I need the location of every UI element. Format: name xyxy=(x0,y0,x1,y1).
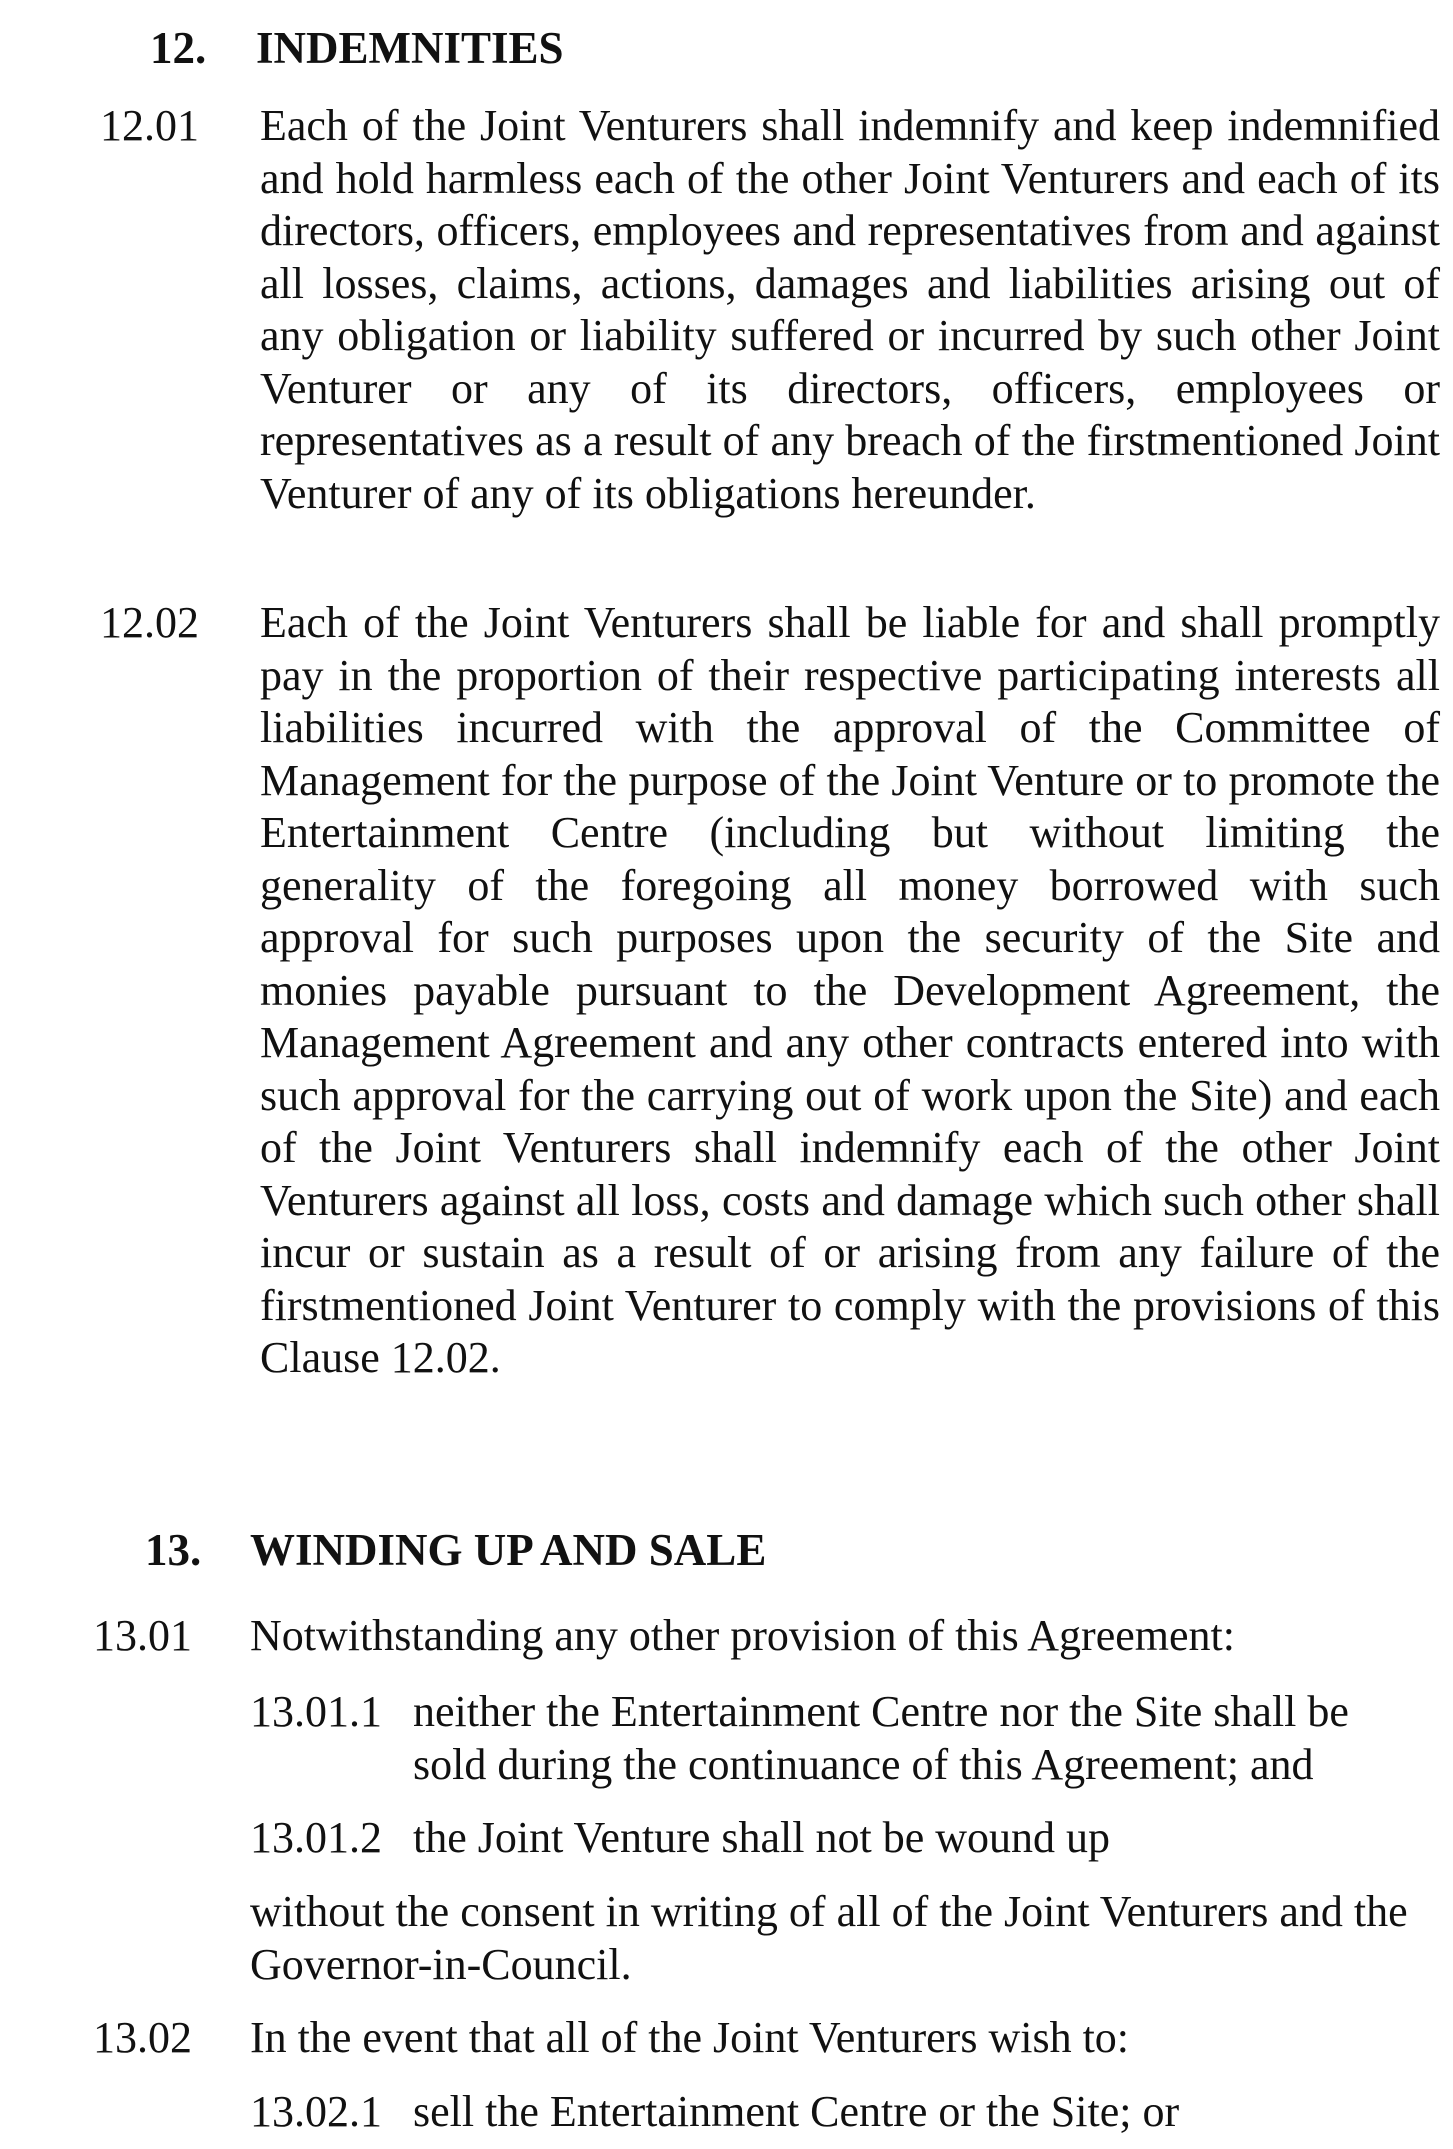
clause-text: Notwithstanding any other provision of this Agreement: xyxy=(250,1611,1235,1660)
clause-number: 13.02 xyxy=(93,2013,192,2062)
clause-13-01 xyxy=(93,1610,1443,1666)
clause-number: 12.02 xyxy=(100,598,199,647)
section-number: 13. xyxy=(145,1525,202,1575)
subclause-13-01-2 xyxy=(250,1812,1440,1868)
clause-number: 13.01 xyxy=(93,1611,192,1660)
section-title: INDEMNITIES xyxy=(256,23,564,73)
subclause-number: 13.01.2 xyxy=(250,1813,382,1862)
clause-12-02 xyxy=(100,597,1440,1477)
subclause-text: neither the Entertainment Centre nor the Site shall be sold during the continuance of this Agreement; and xyxy=(413,1687,1349,1789)
section-title: WINDING UP AND SALE xyxy=(250,1525,767,1575)
clause-text: Each of the Joint Venturers shall be liable for and shall promptly pay in the proportion of their respective participating interests all liabilities incurred with the approval of the Committee of Management for the purpose of the Joint Venture or to promote the Entertainment Centre (including but without limiting the generality of the foregoing all money borrowed with such approval for such purposes upon the security of the Site and monies payable pursuant to the Development Agreement, the Management Agreement and any other contracts entered into with such approval for the carrying out of work upon the Site) and each of the Joint Venturers shall indemnify each of the other Joint Venturers against all loss, costs and damage which such other shall incur or sustain as a result of or arising from any failure of the firstmentioned Joint Venturer to comply with the provisions of this Clause 12.02. xyxy=(260,598,1440,1382)
clause-13-02 xyxy=(93,2012,1443,2068)
section-number: 12. xyxy=(150,23,207,73)
subclause-13-02-1 xyxy=(250,2086,1440,2142)
clause-text: In the event that all of the Joint Venturers wish to: xyxy=(250,2013,1130,2062)
section-12-heading xyxy=(150,22,1400,74)
section-13-heading xyxy=(145,1524,1395,1576)
clause-number: 12.01 xyxy=(100,101,199,150)
subclause-number: 13.01.1 xyxy=(250,1687,382,1736)
subclause-number: 13.02.1 xyxy=(250,2087,382,2136)
subclause-13-01-1 xyxy=(250,1686,1440,1796)
subclause-text: the Joint Venture shall not be wound up xyxy=(413,1813,1110,1862)
clause-text: Each of the Joint Venturers shall indemnify and keep indemnified and hold harmless each of the other Joint Venturers and each of its directors, officers, employees and representatives from and against all losses, claims, actions, damages and liabilities arising out of any obligation or liability suffered or incurred by such other Joint Venturer or any of its directors, officers, employees or representatives as a result of any breach of the firstmentioned Joint Venturer of any of its obligations hereunder. xyxy=(260,101,1440,518)
clause-12-01 xyxy=(100,100,1440,580)
subclause-text: sell the Entertainment Centre or the Site; or xyxy=(413,2087,1180,2136)
clause-13-01-closing: without the consent in writing of all of the Joint Venturers and the Governor-in-Council. xyxy=(250,1887,1408,1989)
